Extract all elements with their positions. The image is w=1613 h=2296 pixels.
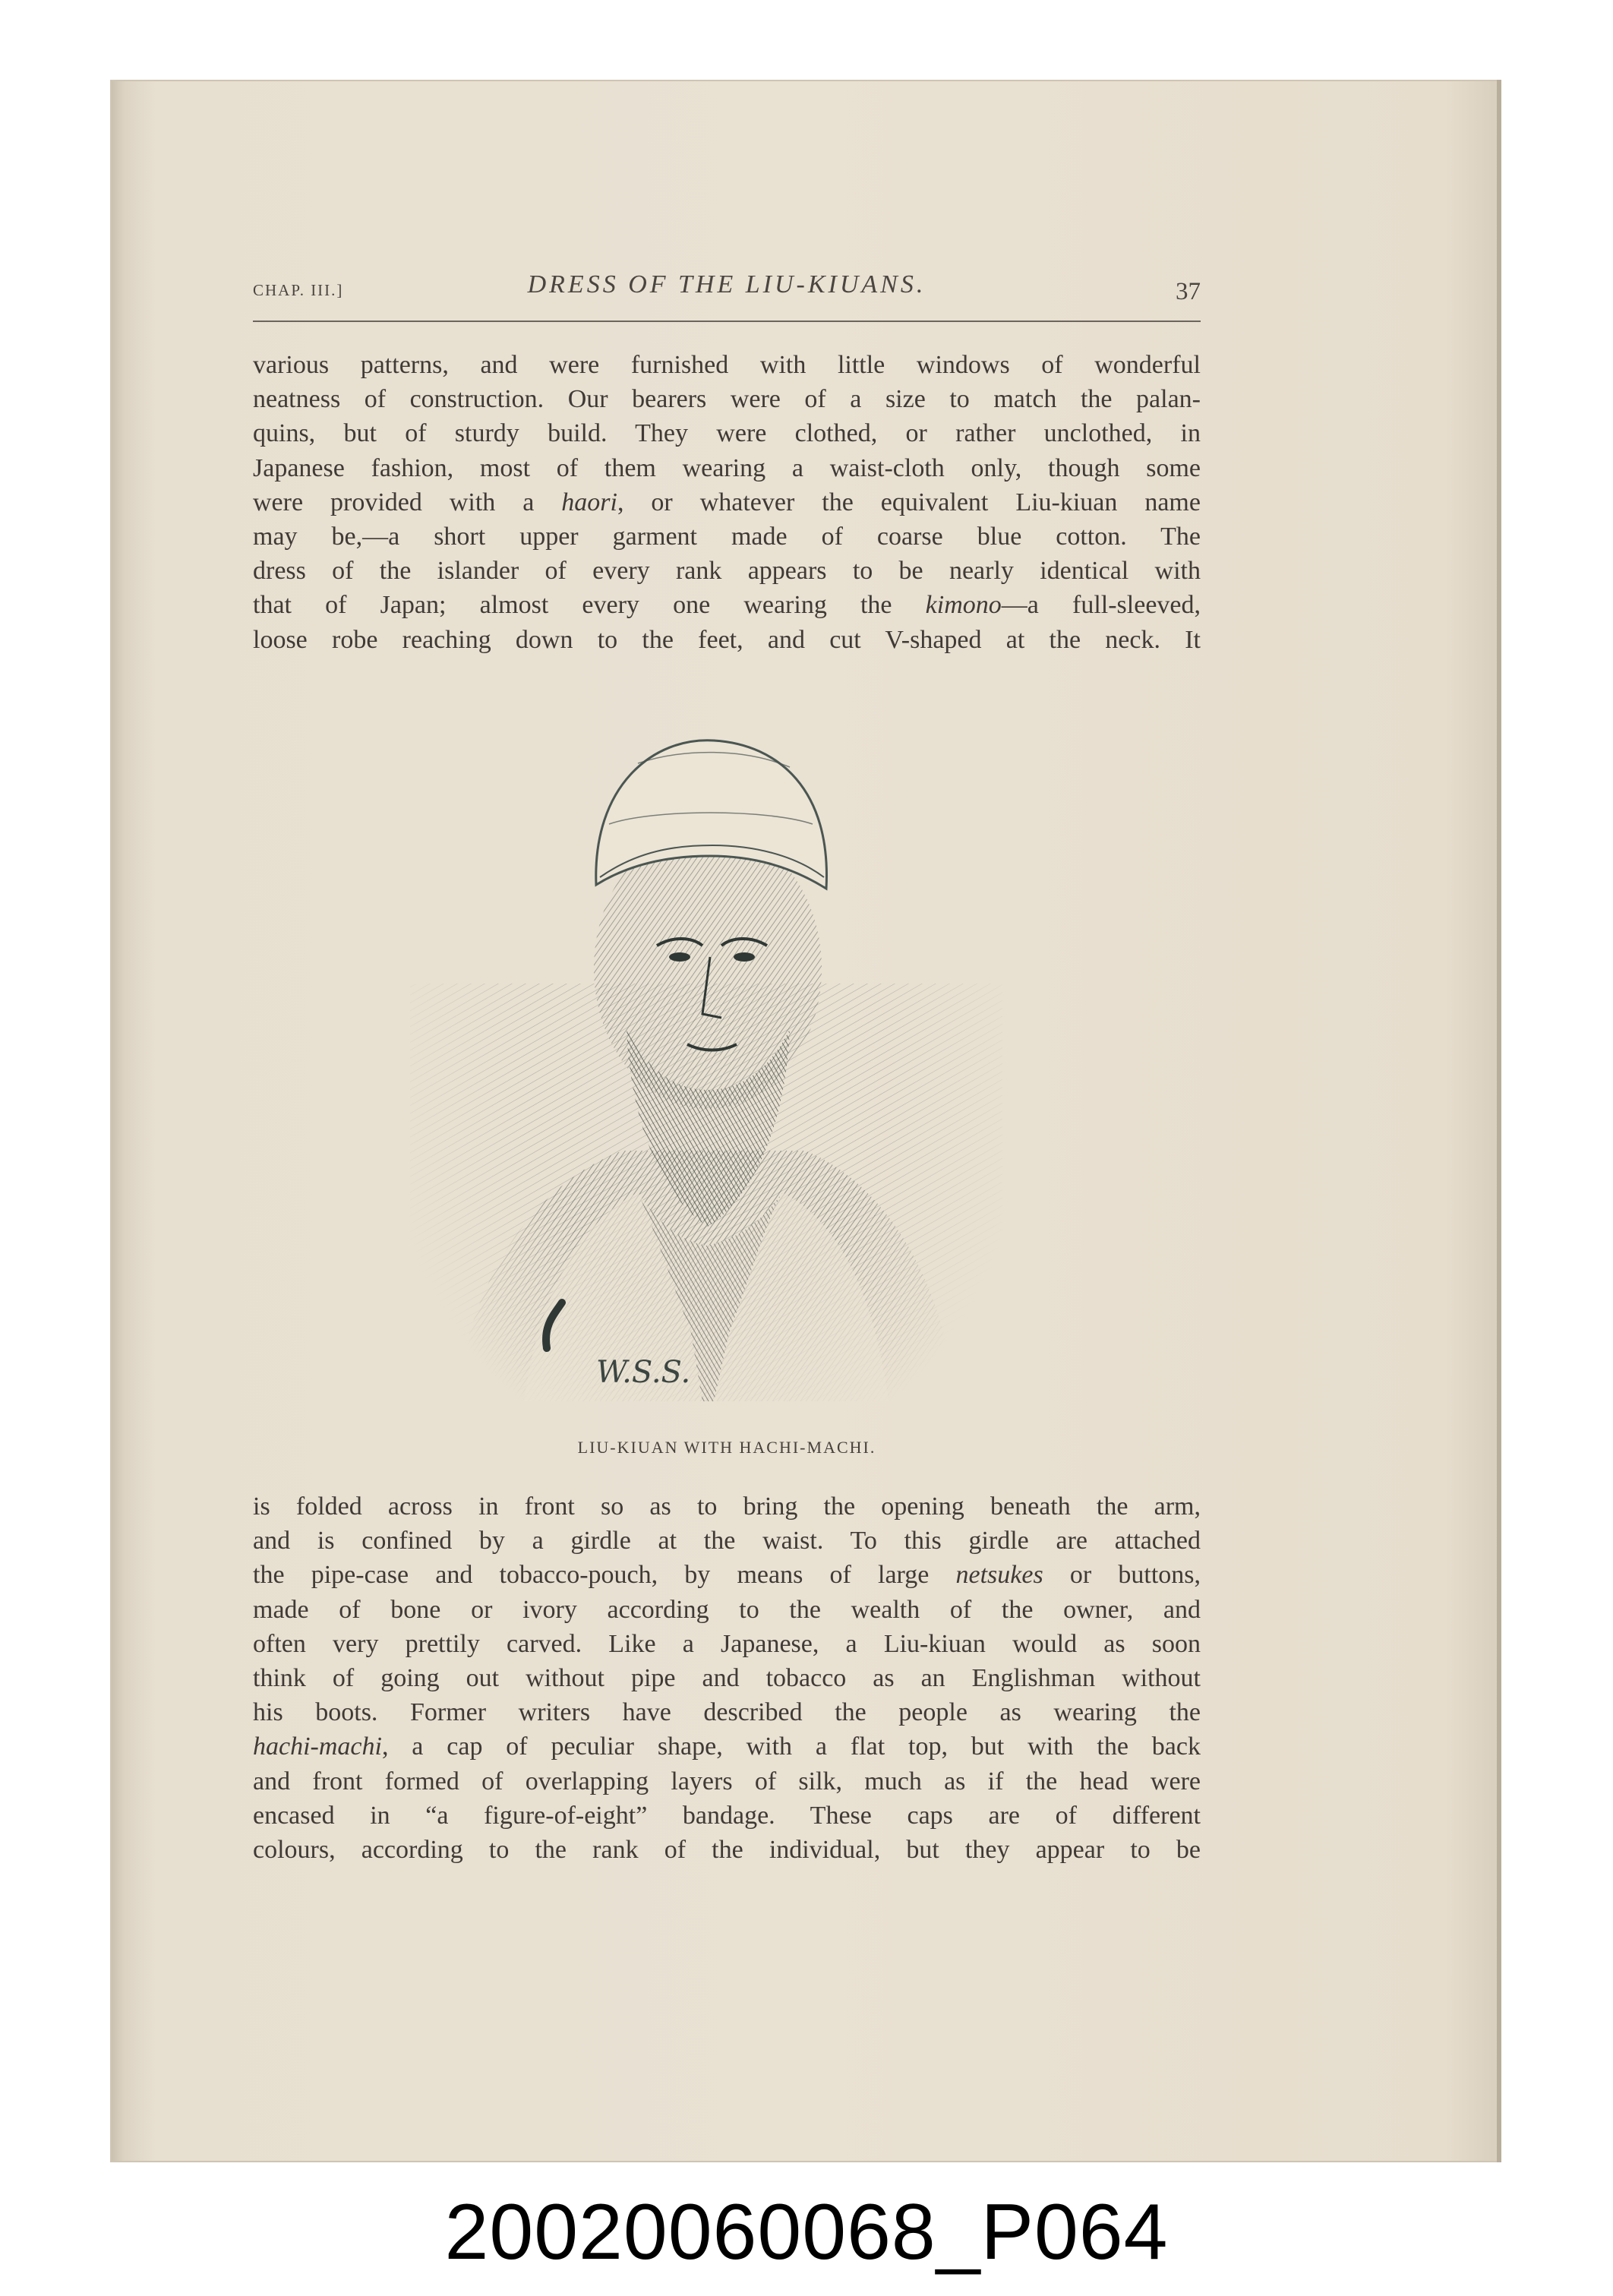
text-segment: were provided with a [253, 488, 562, 516]
text-line: may be,—a short upper garment made of coarse blue cotton. The [253, 522, 1201, 551]
italic-term: netsukes [955, 1561, 1043, 1590]
running-head [253, 270, 1201, 316]
catalog-id-label: 20020060068_P064 [444, 2188, 1169, 2276]
text-line: neatness of construction. Our bearers were of a size to match the palan- [253, 385, 1201, 414]
text-line: is folded across in front so as to bring the opening beneath the arm, [253, 1492, 1201, 1521]
text-line: colours, according to the rank of the individual, but they appear to be [253, 1835, 1201, 1864]
text-line [253, 588, 1201, 622]
paragraph-top [253, 348, 1201, 657]
text-line: various patterns, and were furnished with little windows of wonderful [253, 351, 1201, 379]
text-line: and front formed of overlapping layers of silk, much as if the head were [253, 1767, 1201, 1795]
chapter-label: CHAP. III.] [253, 281, 344, 299]
text-line: made of bone or ivory according to the wealth of the owner, and [253, 1595, 1201, 1624]
text-line: often very prettily carved. Like a Japanese, a Liu-kiuan would as soon [253, 1629, 1201, 1658]
text-segment: that of Japan; almost every one wearing the [253, 591, 926, 620]
header-rule [253, 321, 1201, 322]
text-segment: —a full-sleeved, [1001, 591, 1201, 620]
text-segment: or buttons, [1043, 1561, 1201, 1590]
running-title: DRESS OF THE LIU-KIUANS. [527, 270, 926, 298]
text-line: think of going out without pipe and tobacco as an Englishman without [253, 1663, 1201, 1692]
text-line: dress of the islander of every rank appears to be nearly identical with [253, 557, 1201, 586]
text-segment: , or whatever the equivalent Liu-kiuan name [617, 488, 1201, 516]
text-line: quins, but of sturdy build. They were clothed, or rather unclothed, in [253, 419, 1201, 448]
text-segment: the pipe-case and tobacco-pouch, by means of large [253, 1561, 956, 1590]
figure-caption: LIU-KIUAN WITH HACHI-MACHI. [577, 1438, 876, 1457]
text-line [253, 1558, 1201, 1592]
page-number: 37 [1176, 278, 1201, 305]
paragraph-bottom [253, 1489, 1201, 1867]
text-line: his boots. Former writers have described the people as wearing the [253, 1698, 1201, 1727]
text-segment: , a cap of peculiar shape, with a flat top, but with the back [381, 1732, 1201, 1761]
italic-term: hachi-machi [253, 1732, 382, 1761]
italic-term: kimono [925, 591, 1002, 620]
text-line: loose robe reaching down to the feet, and cut V-shaped at the neck. It [253, 625, 1201, 654]
text-line [253, 1729, 1201, 1764]
engraver-monogram: W.S.S. [596, 1355, 691, 1390]
text-line: and is confined by a girdle at the waist. To this girdle are attached [253, 1527, 1201, 1555]
text-line: encased in “a figure-of-eight” bandage. These caps are of different [253, 1801, 1201, 1830]
text-line: Japanese fashion, most of them wearing a waist-cloth only, though some [253, 453, 1201, 482]
portrait-engraving [410, 695, 1002, 1401]
text-line [253, 485, 1201, 520]
italic-term: haori [561, 488, 617, 516]
